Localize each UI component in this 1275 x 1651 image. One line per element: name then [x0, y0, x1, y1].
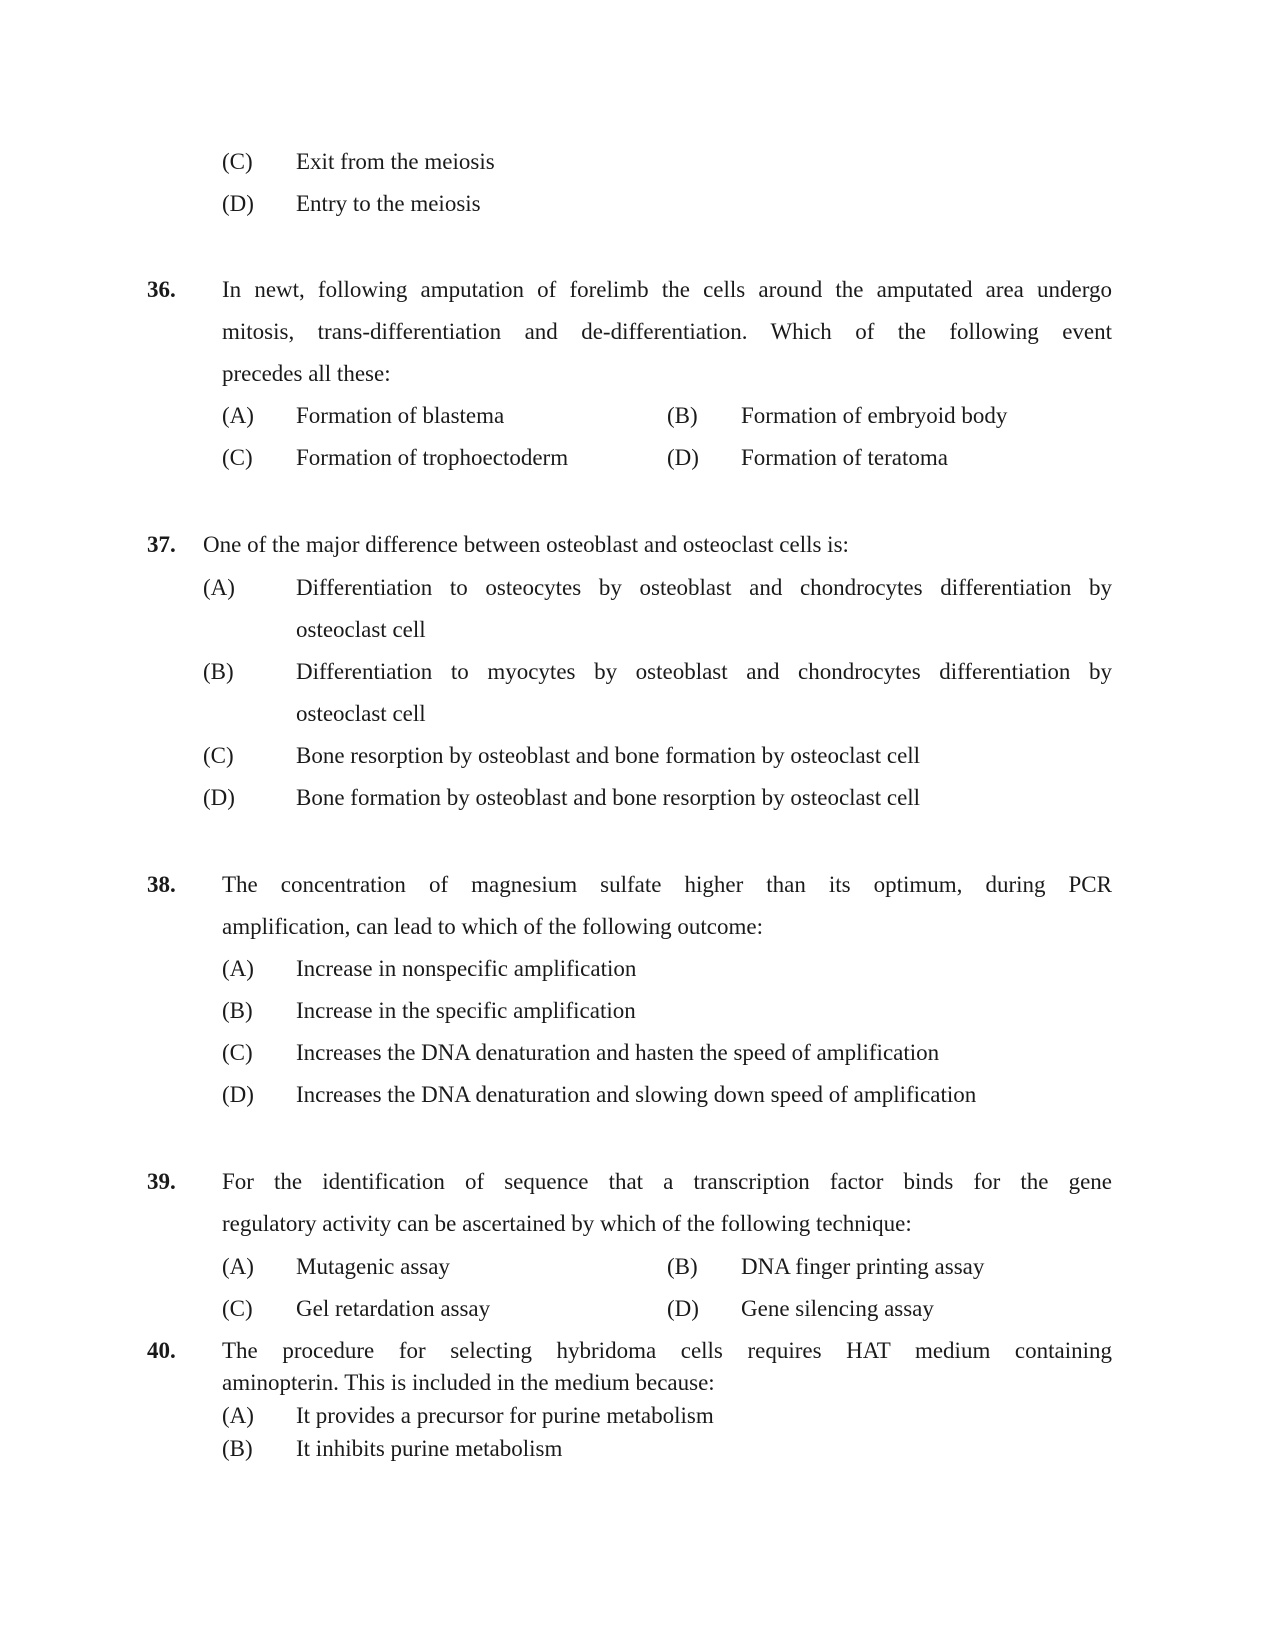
option-text: Increase in nonspecific amplification [296, 956, 637, 981]
question-text-line: amplification, can lead to which of the following outcome: [222, 914, 763, 939]
question-text-line: In newt, following amputation of forelimb the cells around the amputated area undergo [222, 277, 1112, 302]
option-label: (D) [667, 1296, 699, 1321]
option-label: (A) [222, 1254, 254, 1279]
option-text: Increases the DNA denaturation and slowing down speed of amplification [296, 1082, 977, 1107]
option-label: (A) [222, 1403, 254, 1428]
option-label: (B) [203, 659, 234, 684]
question-text-line: The procedure for selecting hybridoma cells requires HAT medium containing [222, 1338, 1112, 1363]
question-number: 40. [147, 1338, 176, 1363]
option-label: (D) [203, 785, 235, 810]
option-text: It provides a precursor for purine metabolism [296, 1403, 714, 1428]
question-number: 39. [147, 1169, 176, 1194]
option-text: Formation of teratoma [741, 445, 948, 470]
option-label: (C) [222, 1296, 253, 1321]
option-label: (D) [222, 1082, 254, 1107]
option-label: (A) [203, 575, 235, 600]
option-text: DNA finger printing assay [741, 1254, 985, 1279]
option-text: It inhibits purine metabolism [296, 1436, 563, 1461]
option-text: Differentiation to osteocytes by osteoblast and chondrocytes differentiation by [296, 575, 1112, 600]
option-text: Increase in the specific amplification [296, 998, 636, 1023]
option-label: (B) [667, 1254, 698, 1279]
option-label: (B) [222, 1436, 253, 1461]
question-number: 38. [147, 872, 176, 897]
option-text: Bone formation by osteoblast and bone resorption by osteoclast cell [296, 785, 921, 810]
question-number: 36. [147, 277, 176, 302]
option-text-continued: osteoclast cell [296, 701, 426, 726]
question-text-line: precedes all these: [222, 361, 391, 386]
question-text-line: The concentration of magnesium sulfate higher than its optimum, during PCR [222, 872, 1112, 897]
option-text: Differentiation to myocytes by osteoblast and chondrocytes differentiation by [296, 659, 1112, 684]
option-text: Gel retardation assay [296, 1296, 491, 1321]
question-text-line: One of the major difference between osteoblast and osteoclast cells is: [203, 532, 849, 557]
option-label: (A) [222, 956, 254, 981]
option-label: (C) [222, 445, 253, 470]
option-text: Exit from the meiosis [296, 149, 495, 174]
option-label: (D) [667, 445, 699, 470]
option-label: (B) [222, 998, 253, 1023]
option-text: Formation of embryoid body [741, 403, 1008, 428]
option-label: (C) [222, 1040, 253, 1065]
question-text-line: mitosis, trans-differentiation and de-differentiation. Which of the following event [222, 319, 1112, 344]
option-text: Formation of trophoectoderm [296, 445, 569, 470]
option-label: (D) [222, 191, 254, 216]
option-label: (B) [667, 403, 698, 428]
option-text: Formation of blastema [296, 403, 505, 428]
option-text-continued: osteoclast cell [296, 617, 426, 642]
question-text-line: aminopterin. This is included in the medium because: [222, 1370, 715, 1395]
option-label: (C) [203, 743, 234, 768]
option-text: Mutagenic assay [296, 1254, 450, 1279]
option-text: Gene silencing assay [741, 1296, 934, 1321]
option-text: Bone resorption by osteoblast and bone formation by osteoclast cell [296, 743, 921, 768]
question-text-line: For the identification of sequence that a transcription factor binds for the gene [222, 1169, 1112, 1194]
question-text-line: regulatory activity can be ascertained by which of the following technique: [222, 1211, 912, 1236]
option-label: (C) [222, 149, 253, 174]
question-number: 37. [147, 532, 176, 557]
option-text: Increases the DNA denaturation and hasten the speed of amplification [296, 1040, 940, 1065]
option-text: Entry to the meiosis [296, 191, 481, 216]
option-label: (A) [222, 403, 254, 428]
